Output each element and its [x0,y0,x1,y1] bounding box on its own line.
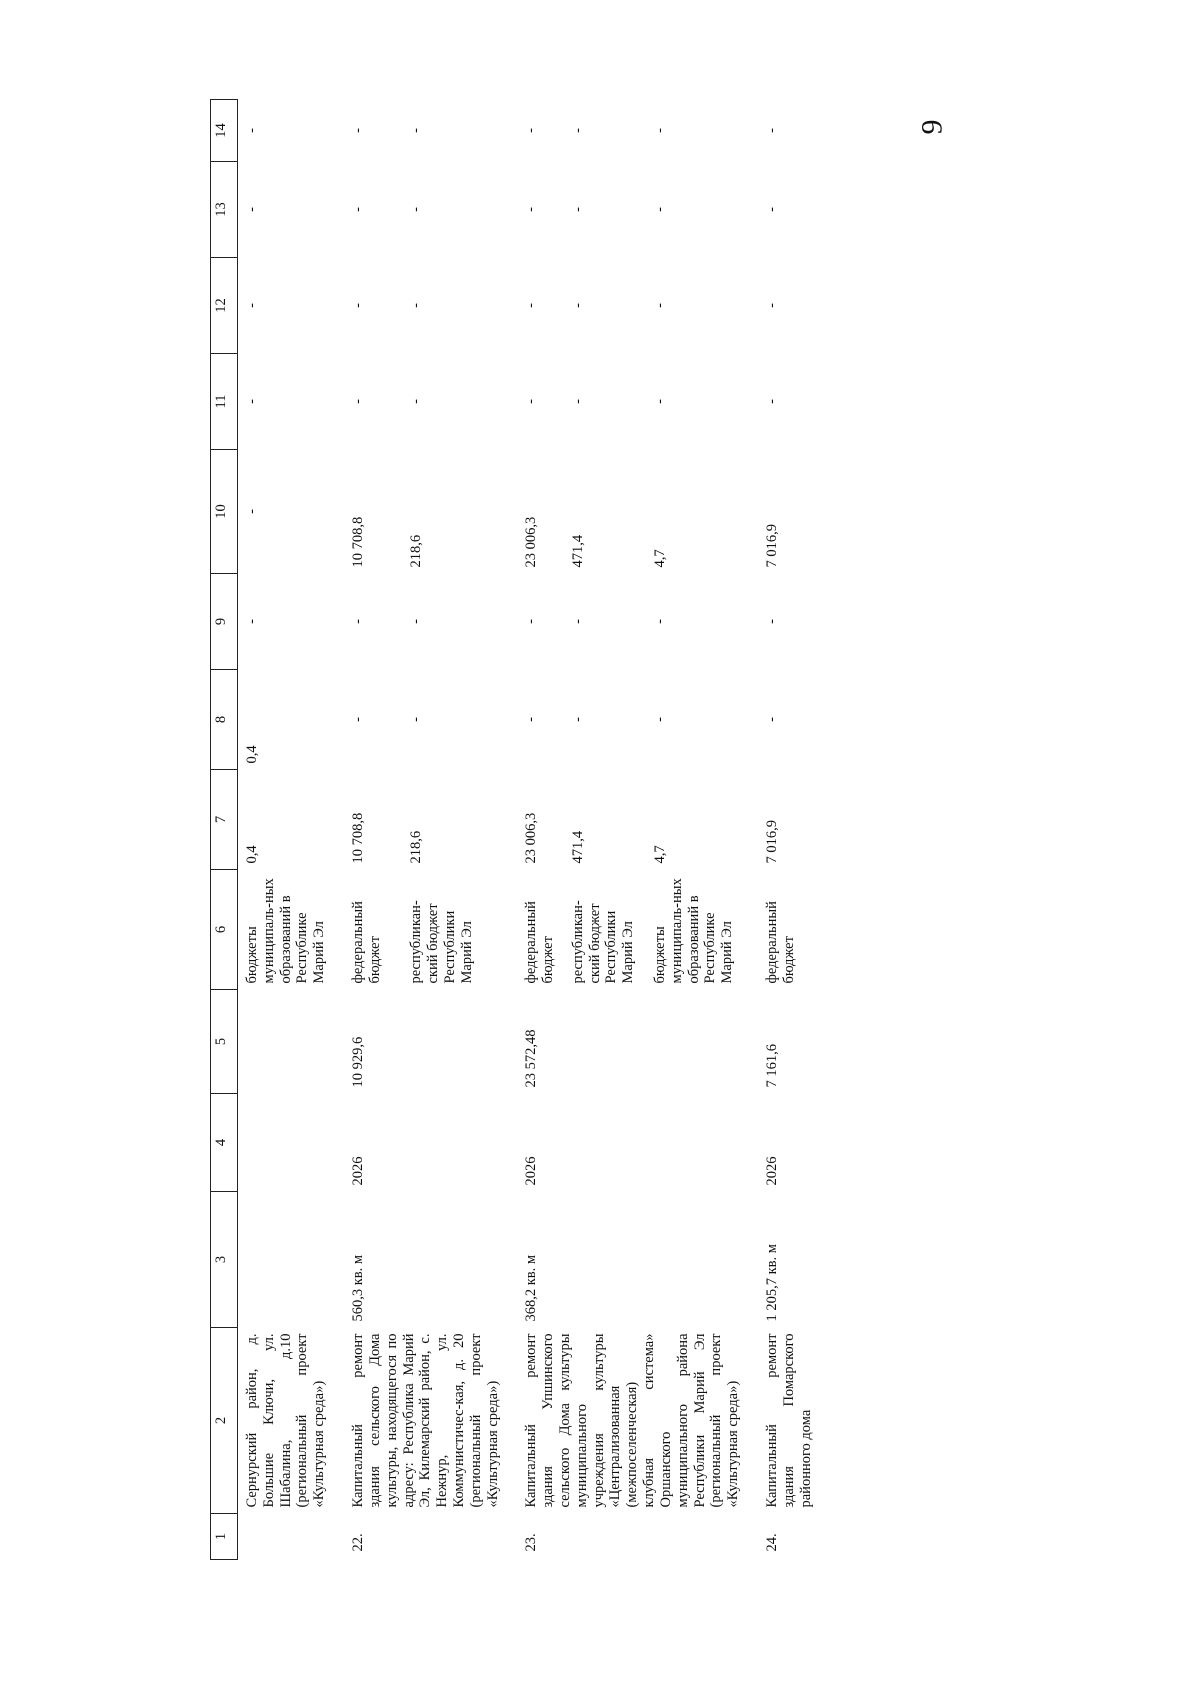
funding-source: республикан-ский бюджет Республики Марий Эл [408,900,475,984]
column-number: 7 [211,770,238,870]
amount-col-13: - [523,207,540,212]
amount-col-14: - [569,128,586,133]
amount-col-12: - [763,303,780,308]
row-number [238,1514,333,1560]
capacity [564,1192,646,1328]
column-number: 6 [211,870,238,990]
column-number: 3 [211,1192,238,1328]
amount-col-9: - [244,619,260,624]
amount-col-9: - [350,619,367,624]
year: 2026 [763,1156,780,1186]
amount-col-11: - [569,399,586,404]
amount-col-9: - [569,619,586,624]
amount-col-11: - [651,399,668,404]
amount-col-10: - [244,509,260,514]
capacity [646,1192,746,1328]
amount-col-13: - [408,207,425,212]
funding-source: федеральный бюджет [763,901,797,984]
funding-source: бюджеты муниципаль-ных образований в Республике Марий Эл [651,878,736,984]
amount-col-13: - [651,207,668,212]
estimated-cost: 10 929,6 [350,1036,367,1088]
amount-col-9: - [651,619,668,624]
object-name: Капитальный ремонт здания сельского Дома культуры, находящегося по адресу: Республика Марий Эл, Килемарский район, с. Нежнур, ул. Коммунистичес-кая, д. 20 (региональный проект «Культурная среда») [350,1333,501,1508]
row-number [564,1514,646,1560]
year: 2026 [523,1156,540,1186]
amount-col-14: - [523,128,540,133]
estimated-cost [238,990,333,1094]
amount-col-8: - [651,717,668,722]
amount-col-13: - [569,207,586,212]
estimated-cost [564,990,646,1094]
amount-col-10: 10 708,8 [350,516,367,568]
funding-source: федеральный бюджет [523,901,557,984]
amount-col-14: - [408,128,425,133]
funding-source: республикан-ский бюджет Республики Марий Эл [569,900,637,984]
row-number [402,1514,505,1560]
total-amount: 0,4 [244,845,260,864]
year [402,1094,505,1192]
estimated-cost: 7 161,6 [763,1044,780,1088]
object-name: Капитальный ремонт здания Помарского районного дома [763,1333,814,1508]
capacity [238,1192,333,1328]
estimated-cost [402,990,505,1094]
amount-col-11: - [763,399,780,404]
total-amount: 4,7 [651,845,668,864]
amount-col-11: - [523,399,540,404]
amount-col-12: - [244,303,260,308]
year: 2026 [350,1156,367,1186]
capacity: 1 205,7 кв. м [763,1244,780,1322]
estimated-cost [646,990,746,1094]
amount-col-10: 471,4 [569,534,586,568]
object-name: Сернурский район, д. Большие Ключи, ул. Шабалина, д.10 (региональный проект «Культурная среда») [244,1333,328,1508]
amount-col-10: 4,7 [651,549,668,568]
amount-col-12: - [523,303,540,308]
amount-col-12: - [569,303,586,308]
year [646,1094,746,1192]
column-number: 13 [211,162,238,258]
total-amount: 471,4 [569,830,586,864]
amount-col-10: 218,6 [408,534,425,568]
table-row [517,100,563,1560]
row-number [646,1514,746,1560]
rotated-page-content [210,0,1050,1560]
capacity: 560,3 кв. м [350,1254,367,1322]
column-number: 8 [211,670,238,770]
amount-col-12: - [651,303,668,308]
total-amount: 10 708,8 [350,812,367,864]
amount-col-10: 23 006,3 [523,516,540,568]
amount-col-8: - [408,717,425,722]
column-number: 4 [211,1094,238,1192]
column-number: 14 [211,100,238,162]
amount-col-8: - [569,717,586,722]
amount-col-13: - [244,207,260,212]
amount-col-11: - [350,399,367,404]
column-number: 5 [211,990,238,1094]
capacity: 368,2 кв. м [523,1254,540,1322]
amount-col-14: - [651,128,668,133]
row-number: 22. [350,1533,367,1552]
row-number: 24. [763,1533,780,1552]
amount-col-11: - [244,399,260,404]
amount-col-12: - [350,303,367,308]
amount-col-9: - [408,619,425,624]
column-number: 1 [211,1514,238,1560]
amount-col-14: - [763,128,780,133]
estimated-cost: 23 572,48 [523,1029,540,1088]
amount-col-12: - [408,303,425,308]
amount-col-14: - [350,128,367,133]
column-number: 12 [211,258,238,354]
funding-source: федеральный бюджет [350,901,383,984]
object-name: Капитальный ремонт здания Упшинского сельского Дома культуры муниципального учреждения культуры «Централизованная (межпоселенческая) клубная система» Оршанского муниципального района Республики Марий Эл (региональный проект «Культурная среда») [523,1333,742,1508]
column-number: 9 [211,574,238,670]
amount-col-9: - [763,619,780,624]
total-amount: 218,6 [408,830,425,864]
total-amount: 7 016,9 [763,820,780,864]
table-row [758,100,818,1560]
table-row [238,100,333,1560]
capacity [402,1192,505,1328]
amount-col-13: - [763,207,780,212]
funding-source: бюджеты муниципаль-ных образований в Республике Марий Эл [244,878,328,984]
table-row [344,100,402,1560]
total-amount: 23 006,3 [523,812,540,864]
column-number-row [211,100,238,1560]
amount-col-13: - [350,207,367,212]
page-number: 9 [915,119,949,135]
amount-col-8: - [523,717,540,722]
column-number: 11 [211,354,238,450]
amount-col-8: - [763,717,780,722]
amount-col-8: 0,4 [244,745,260,764]
amount-col-8: - [350,717,367,722]
year [238,1094,333,1192]
column-number: 10 [211,450,238,574]
budget-table [210,99,818,1560]
column-number: 2 [211,1328,238,1514]
row-number: 23. [523,1533,540,1552]
amount-col-10: 7 016,9 [763,524,780,568]
amount-col-14: - [244,128,260,133]
year [564,1094,646,1192]
amount-col-9: - [523,619,540,624]
amount-col-11: - [408,399,425,404]
